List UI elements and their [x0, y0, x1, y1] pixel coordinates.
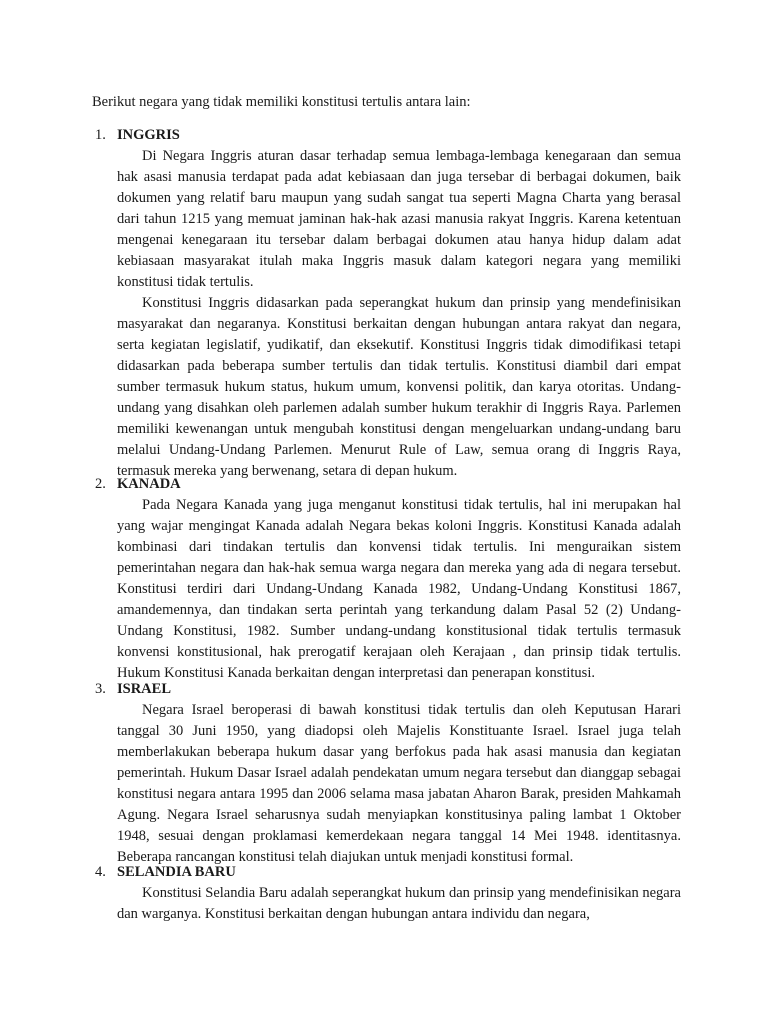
section-heading: [92, 679, 681, 700]
paragraph: Di Negara Inggris aturan dasar terhadap semua lembaga-lembaga kenegaraan dan semua hak asasi manusia terdapat pada adat kebiasaan dan juga tersebar di berbagai dokumen, baik dokumen yang relatif baru maupun yang sudah sangat tua seperti Magna Charta yang berasal dari tahun 1215 yang memuat jaminan hak-hak azasi manusia rakyat Inggris. Karena ketentuan mengenai kenegaraan itu tersebar dalam berbagai dokumen atau hanya hidup dalam adat kebiasaan masyarakat itulah maka Inggris masuk dalam kategori negara yang memiliki konstitusi tidak tertulis.: [117, 148, 681, 290]
section-heading: [92, 474, 681, 495]
section-heading: [92, 862, 681, 883]
section-number: 4.: [95, 864, 106, 880]
section-number: 1.: [95, 127, 106, 143]
section-number: 2.: [95, 476, 106, 492]
section-kanada: [92, 474, 681, 684]
section-israel: [92, 679, 681, 868]
section-title: SELANDIA BARU: [117, 864, 236, 880]
paragraph: Konstitusi Selandia Baru adalah seperangkat hukum dan prinsip yang mendefinisikan negara dan warganya. Konstitusi berkaitan dengan hubungan antara individu dan negara,: [117, 885, 681, 922]
paragraph: Negara Israel beroperasi di bawah konstitusi tidak tertulis dan oleh Keputusan Harari tanggal 30 Juni 1950, yang diadopsi oleh Majelis Konstituante Israel. Israel juga telah memberlakukan beberapa hukum dasar yang berfokus pada hak asasi manusia dan kegiatan pemerintah. Hukum Dasar Israel adalah pendekatan umum negara tersebut dan dianggap sebagai konstitusi negara antara 1995 dan 2006 selama masa jabatan Aharon Barak, presiden Mahkamah Agung. Negara Israel seharusnya sudah menyiapkan konstitusinya paling lambat 1 Oktober 1948, sesuai dengan proklamasi kemerdekaan negara tanggal 14 Mei 1948. identitasnya. Beberapa rancangan konstitusi telah diajukan untuk menjadi konstitusi formal.: [117, 702, 681, 865]
section-title: ISRAEL: [117, 681, 171, 697]
section-title: INGGRIS: [117, 127, 180, 143]
paragraph: Pada Negara Kanada yang juga menganut konstitusi tidak tertulis, hal ini merupakan hal yang wajar mengingat Kanada adalah Negara bekas koloni Inggris. Konstitusi Kanada adalah kombinasi dari tindakan tertulis dan konvensi tidak tertulis. Ini menguraikan sistem pemerintahan negara dan hak-hak semua warga negara dan mereka yang ada di negara tersebut. Konstitusi terdiri dari Undang-Undang Kanada 1982, Undang-Undang Konstitusi 1867, amandemennya, dan tindakan serta perintah yang terkandung dalam Pasal 52 (2) Undang-Undang Konstitusi, 1982. Sumber undang-undang konstitusional tidak tertulis termasuk konvensi konstitusional, hak prerogatif kerajaan oleh Kerajaan , dan prinsip tidak tertulis. Hukum Konstitusi Kanada berkaitan dengan interpretasi dan penerapan konstitusi.: [117, 497, 681, 681]
paragraph: Konstitusi Inggris didasarkan pada seperangkat hukum dan prinsip yang mendefinisikan masyarakat dan negaranya. Konstitusi berkaitan dengan hubungan antara rakyat dan negara, serta kegiatan legislatif, yudikatif, dan eksekutif. Konstitusi Inggris tidak dimodifikasi tetapi didasarkan pada beberapa sumber tertulis dan tidak tertulis. Konstitusi diambil dari empat sumber termasuk hukum status, hukum umum, konvensi politik, dan karya otoritas. Undang-undang yang disahkan oleh parlemen adalah sumber hukum terakhir di Inggris Raya. Parlemen memiliki kewenangan untuk mengubah konstitusi dengan mengeluarkan undang-undang baru melalui Undang-Undang Parlemen. Menurut Rule of Law, semua orang di Inggris Raya, termasuk mereka yang berwenang, setara di depan hukum.: [117, 295, 681, 479]
section-number: 3.: [95, 681, 106, 697]
section-inggris: [92, 125, 681, 482]
section-heading: [92, 125, 681, 146]
intro-text: Berikut negara yang tidak memiliki konstitusi tertulis antara lain:: [92, 94, 471, 110]
section-title: KANADA: [117, 476, 181, 492]
section-selandia-baru: [92, 862, 681, 925]
